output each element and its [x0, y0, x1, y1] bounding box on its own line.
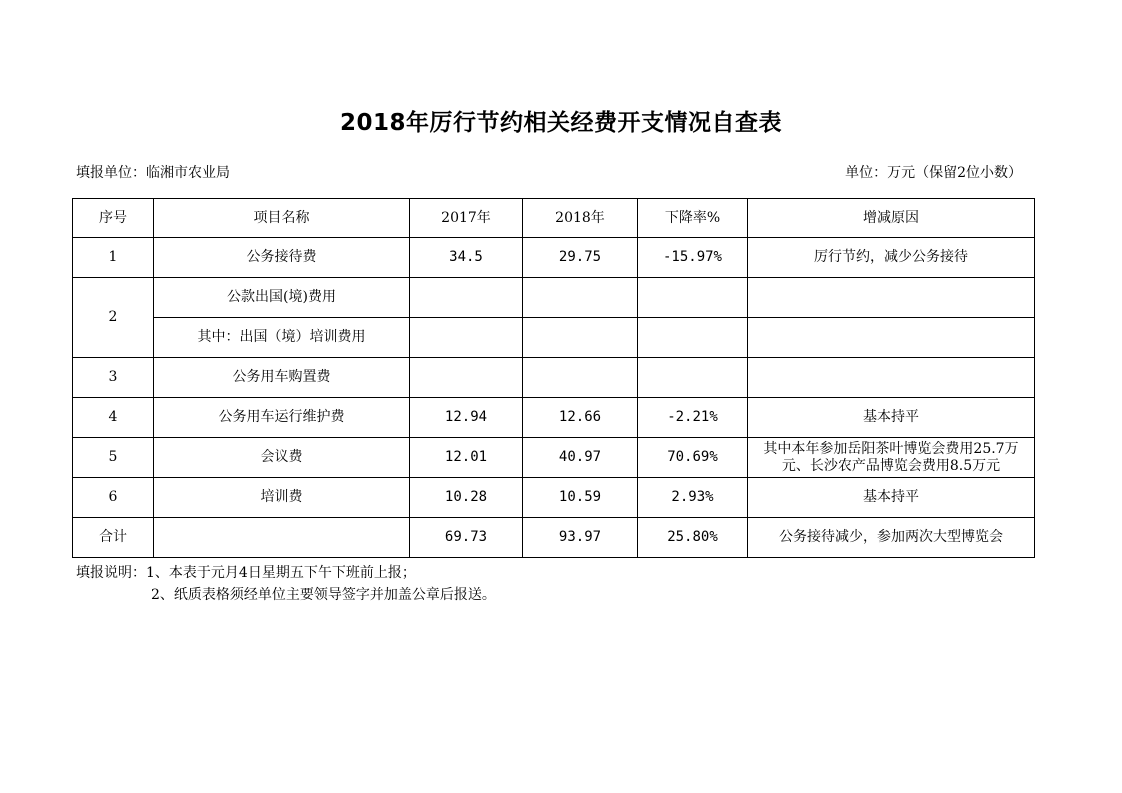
cell-rate: -15.97%	[638, 238, 748, 278]
cell-seq: 合计	[73, 518, 154, 558]
cell-rate	[638, 358, 748, 398]
header-reason: 增减原因	[748, 199, 1035, 238]
cell-reason	[748, 318, 1035, 358]
cell-2018: 29.75	[523, 238, 638, 278]
cell-2017: 12.01	[410, 438, 523, 478]
cell-item	[154, 518, 410, 558]
cell-reason	[748, 278, 1035, 318]
cell-2017	[410, 358, 523, 398]
cell-2017	[410, 318, 523, 358]
cell-seq: 1	[73, 238, 154, 278]
header-2017: 2017年	[410, 199, 523, 238]
cell-rate	[638, 278, 748, 318]
cell-reason: 厉行节约，减少公务接待	[748, 238, 1035, 278]
note-line-2: 2、纸质表格须经单位主要领导签字并加盖公章后报送。	[151, 587, 496, 603]
cell-reason: 基本持平	[748, 478, 1035, 518]
cell-item: 公务用车购置费	[154, 358, 410, 398]
cell-item: 其中：出国（境）培训费用	[154, 318, 410, 358]
cell-2018	[523, 278, 638, 318]
reporting-unit: 填报单位：临湘市农业局	[76, 165, 230, 181]
header-item: 项目名称	[154, 199, 410, 238]
page-title: 2018年厉行节约相关经费开支情况自查表	[339, 110, 782, 136]
table-row	[73, 278, 1035, 318]
cell-2017: 69.73	[410, 518, 523, 558]
cell-seq: 5	[73, 438, 154, 478]
cell-rate	[638, 318, 748, 358]
cell-item: 公款出国(境)费用	[154, 278, 410, 318]
header-seq: 序号	[73, 199, 154, 238]
cell-seq: 3	[73, 358, 154, 398]
expense-table	[72, 198, 1035, 558]
table-total-row	[73, 518, 1035, 558]
cell-item: 培训费	[154, 478, 410, 518]
table-row	[73, 358, 1035, 398]
header-rate: 下降率%	[638, 199, 748, 238]
filling-notes	[76, 562, 496, 606]
cell-item: 公务用车运行维护费	[154, 398, 410, 438]
note-line-1: 填报说明：1、本表于元月4日星期五下午下班前上报；	[76, 565, 416, 581]
cell-2017: 10.28	[410, 478, 523, 518]
table-row	[73, 238, 1035, 278]
cell-reason: 其中本年参加岳阳茶叶博览会费用25.7万元、长沙农产品博览会费用8.5万元	[748, 438, 1035, 478]
cell-2018: 10.59	[523, 478, 638, 518]
header-2018: 2018年	[523, 199, 638, 238]
cell-2017: 12.94	[410, 398, 523, 438]
cell-rate: 2.93%	[638, 478, 748, 518]
cell-2017	[410, 278, 523, 318]
cell-2018: 93.97	[523, 518, 638, 558]
cell-seq: 6	[73, 478, 154, 518]
unit-note: 单位：万元（保留2位小数）	[845, 165, 1022, 181]
cell-seq: 4	[73, 398, 154, 438]
table-row	[73, 318, 1035, 358]
cell-seq: 2	[73, 278, 154, 358]
cell-reason: 公务接待减少，参加两次大型博览会	[748, 518, 1035, 558]
table-row	[73, 438, 1035, 478]
cell-2018	[523, 358, 638, 398]
cell-reason: 基本持平	[748, 398, 1035, 438]
cell-reason	[748, 358, 1035, 398]
table-header-row	[73, 199, 1035, 238]
table-row	[73, 398, 1035, 438]
cell-2017: 34.5	[410, 238, 523, 278]
cell-item: 公务接待费	[154, 238, 410, 278]
cell-2018: 12.66	[523, 398, 638, 438]
cell-rate: -2.21%	[638, 398, 748, 438]
table-row	[73, 478, 1035, 518]
cell-rate: 25.80%	[638, 518, 748, 558]
cell-item: 会议费	[154, 438, 410, 478]
cell-rate: 70.69%	[638, 438, 748, 478]
cell-2018	[523, 318, 638, 358]
cell-2018: 40.97	[523, 438, 638, 478]
